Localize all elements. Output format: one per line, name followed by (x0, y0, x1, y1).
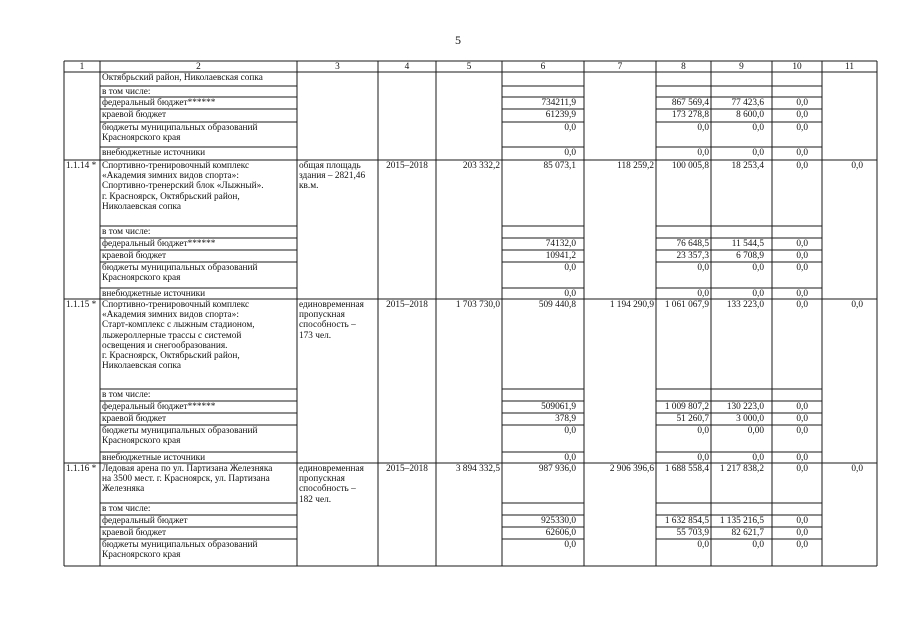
budget-source-label: бюджеты муниципальных образований (102, 263, 258, 273)
budget-value-c10: 0,0 (796, 263, 808, 273)
page-number: 5 (455, 33, 461, 47)
budget-value-c6: 0,0 (564, 123, 576, 133)
value-c10: 0,0 (796, 161, 808, 171)
budget-value-c6: 378,9 (555, 414, 576, 424)
budget-value-c10: 0,0 (796, 98, 808, 108)
value-c7: 2 906 396,6 (609, 464, 654, 474)
budget-value-c10: 0,0 (796, 414, 808, 424)
budget-value-c10: 0,0 (796, 516, 808, 526)
budget-value-c9: 130 223,0 (726, 402, 764, 412)
budget-value-c6: 0,0 (564, 289, 576, 299)
capacity-line: пропускная (299, 310, 345, 321)
budget-value-c9: 11 544,5 (731, 239, 764, 249)
object-name-line: Октябрьский район, Николаевская сопка (102, 73, 263, 83)
object-name-line: г. Красноярск, Октябрьский район, (102, 191, 240, 202)
budget-value-c10: 0,0 (796, 426, 808, 436)
budget-source-label: федеральный бюджет****** (102, 402, 216, 412)
budget-source-label: федеральный бюджет****** (102, 239, 216, 249)
object-name-line: Спортивно-тренерский блок «Лыжный». (102, 181, 264, 192)
object-name-line: Старт-комплекс с лыжным стадионом, (102, 320, 255, 331)
budget-value-c6: 0,0 (564, 453, 576, 463)
budget-source-label: краевой бюджет (102, 528, 167, 538)
object-name-line: Спортивно-тренировочный комплекс (102, 300, 250, 310)
object-name-line: «Академия зимних видов спорта»: (102, 310, 239, 321)
row-number: 1.1.16 * (66, 464, 97, 474)
budget-value-c9: 3 000,0 (736, 414, 764, 424)
capacity-line: способность – (299, 320, 356, 331)
budget-value-c9: 0,00 (747, 426, 764, 436)
value-c7: 118 259,2 (617, 161, 654, 171)
column-header: 2 (196, 61, 201, 72)
budget-value-c8: 0,0 (697, 148, 709, 158)
budget-source-label: внебюджетные источники (102, 289, 206, 299)
budget-source-label: в том числе: (102, 227, 151, 237)
budget-value-c8: 23 357,3 (676, 251, 709, 261)
budget-source-label: краевой бюджет (102, 251, 167, 261)
capacity-line: единовременная (299, 300, 364, 310)
budget-value-c8: 0,0 (697, 123, 709, 133)
period: 2015–2018 (386, 161, 428, 171)
budget-value-c9: 0,0 (752, 289, 764, 299)
capacity-line: кв.м. (299, 181, 319, 192)
budget-value-c6: 0,0 (564, 426, 576, 436)
value-c6: 987 936,0 (538, 464, 576, 474)
capacity-line: общая площадь (299, 161, 361, 171)
budget-value-c10: 0,0 (796, 110, 808, 120)
budget-source-label: бюджеты муниципальных образований (102, 540, 258, 550)
budget-value-c6: 74132,0 (545, 239, 576, 249)
budget-value-c6: 0,0 (564, 540, 576, 550)
budget-value-c9: 1 135 216,5 (719, 516, 764, 526)
budget-source-label: в том числе: (102, 390, 151, 400)
budget-source-label: федеральный бюджет (102, 516, 188, 526)
budget-value-c8: 173 278,8 (671, 110, 709, 120)
budget-value-c8: 1 009 807,2 (664, 402, 709, 412)
budget-value-c9: 0,0 (752, 540, 764, 550)
budget-source-label: в том числе: (102, 504, 151, 514)
budget-value-c8: 867 569,4 (671, 98, 709, 108)
row-number: 1.1.14 * (66, 161, 97, 171)
budget-source-label: внебюджетные источники (102, 148, 206, 158)
budget-value-c6: 0,0 (564, 148, 576, 158)
budget-value-c8: 55 703,9 (676, 528, 709, 538)
capacity-line: способность – (299, 484, 356, 495)
budget-source-label: краевой бюджет (102, 110, 167, 120)
column-header: 5 (466, 61, 472, 72)
budget-value-c10: 0,0 (796, 251, 808, 261)
budget-value-c8: 0,0 (697, 453, 709, 463)
capacity-line: 182 чел. (299, 494, 332, 505)
column-header: 6 (540, 61, 546, 72)
value-c9: 133 223,0 (726, 300, 764, 310)
capacity-line: здания – 2821,46 (299, 171, 366, 182)
budget-value-c9: 0,0 (752, 263, 764, 273)
total-cost: 3 894 332,5 (455, 464, 500, 474)
object-name-line: Ледовая арена по ул. Партизана Железняка (102, 464, 273, 474)
budget-source-label: Красноярского края (102, 273, 181, 284)
object-name-line: Николаевская сопка (102, 361, 181, 372)
column-header: 3 (335, 61, 340, 72)
column-header: 7 (617, 61, 623, 72)
object-name-line: на 3500 мест. г. Красноярск, ул. Партизана (102, 474, 270, 485)
budget-value-c9: 8 600,0 (736, 110, 764, 120)
budget-source-label: внебюджетные источники (102, 453, 206, 463)
value-c11: 0,0 (851, 464, 863, 474)
budget-value-c8: 51 260,7 (676, 414, 709, 424)
budget-value-c10: 0,0 (796, 453, 808, 463)
budget-value-c10: 0,0 (796, 528, 808, 538)
value-c6: 85 073,1 (543, 161, 576, 171)
object-name-line: лыжероллерные трассы с системой (102, 330, 242, 341)
budget-value-c8: 0,0 (697, 263, 709, 273)
budget-value-c9: 0,0 (752, 148, 764, 158)
budget-value-c8: 76 648,5 (676, 239, 709, 249)
budget-source-label: Красноярского края (102, 133, 181, 144)
column-header: 4 (404, 61, 410, 72)
budget-value-c8: 1 632 854,5 (664, 516, 709, 526)
object-name-line: Николаевская сопка (102, 201, 181, 212)
value-c7: 1 194 290,9 (609, 300, 654, 310)
value-c9: 18 253,4 (731, 161, 764, 171)
object-name-line: Железняка (102, 484, 145, 495)
value-c8: 1 061 067,9 (664, 300, 709, 310)
budget-source-label: бюджеты муниципальных образований (102, 426, 258, 436)
budget-value-c6: 10941,2 (545, 251, 576, 261)
budget-value-c9: 0,0 (752, 453, 764, 463)
budget-value-c8: 0,0 (697, 289, 709, 299)
object-name-line: Спортивно-тренировочный комплекс (102, 161, 250, 171)
budget-value-c10: 0,0 (796, 289, 808, 299)
capacity-line: единовременная (299, 464, 364, 474)
column-header: 1 (79, 61, 85, 72)
budget-source-label: Красноярского края (102, 436, 181, 447)
budget-value-c6: 0,0 (564, 263, 576, 273)
budget-value-c10: 0,0 (796, 123, 808, 133)
period: 2015–2018 (386, 300, 428, 310)
column-header: 9 (739, 61, 744, 72)
budget-value-c6: 734211,9 (541, 98, 576, 108)
value-c6: 509 440,8 (538, 300, 576, 310)
column-header: 11 (845, 61, 854, 72)
budget-source-label: в том числе: (102, 87, 151, 97)
period: 2015–2018 (386, 464, 428, 474)
budget-value-c8: 0,0 (697, 426, 709, 436)
total-cost: 203 332,2 (462, 161, 500, 171)
budget-value-c6: 925330,0 (541, 516, 576, 526)
budget-source-label: бюджеты муниципальных образований (102, 123, 258, 133)
value-c10: 0,0 (796, 300, 808, 310)
budget-value-c9: 77 423,6 (731, 98, 764, 108)
budget-value-c10: 0,0 (796, 148, 808, 158)
budget-source-label: федеральный бюджет****** (102, 98, 216, 108)
object-name-line: «Академия зимних видов спорта»: (102, 171, 239, 182)
value-c11: 0,0 (851, 300, 863, 310)
budget-value-c10: 0,0 (796, 402, 808, 412)
budget-value-c8: 0,0 (697, 540, 709, 550)
budget-value-c9: 6 708,9 (736, 251, 764, 261)
column-header: 10 (792, 61, 802, 72)
object-name-line: г. Красноярск, Октябрьский район, (102, 351, 240, 361)
budget-value-c9: 0,0 (752, 123, 764, 133)
row-number: 1.1.15 * (66, 300, 97, 310)
total-cost: 1 703 730,0 (455, 300, 500, 310)
budget-value-c6: 62606,0 (545, 528, 576, 538)
budget-value-c9: 82 621,7 (731, 528, 764, 538)
value-c8: 100 005,8 (671, 161, 709, 171)
budget-source-label: краевой бюджет (102, 414, 167, 424)
budget-value-c6: 61239,9 (545, 110, 576, 120)
value-c8: 1 688 558,4 (664, 464, 709, 474)
object-name-line: освещения и снегообразования. (102, 340, 228, 351)
value-c11: 0,0 (851, 161, 863, 171)
column-header: 8 (681, 61, 686, 72)
budget-value-c10: 0,0 (796, 239, 808, 249)
budget-source-label: Красноярского края (102, 550, 181, 561)
value-c9: 1 217 838,2 (719, 464, 764, 474)
budget-value-c6: 509061,9 (541, 402, 576, 412)
capacity-line: пропускная (299, 474, 345, 485)
capacity-line: 173 чел. (299, 330, 332, 341)
budget-value-c10: 0,0 (796, 540, 808, 550)
value-c10: 0,0 (796, 464, 808, 474)
